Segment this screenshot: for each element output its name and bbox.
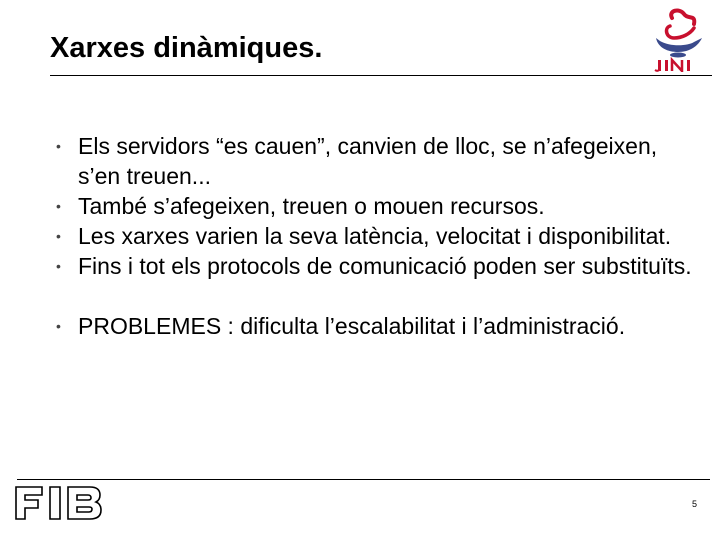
bullet-marker: • [56, 138, 61, 154]
bullet-list [56, 131, 696, 341]
bullet-item [56, 221, 696, 251]
bullet-text: Les xarxes varien la seva latència, velocitat i disponibilitat. [78, 223, 672, 249]
jini-wordmark [655, 60, 690, 71]
bullet-item [56, 251, 696, 281]
bullet-item [56, 131, 696, 191]
bullet-text: PROBLEMES : dificulta l’escalabilitat i l’administració. [78, 313, 626, 339]
footer-divider [17, 479, 710, 480]
bullet-text: També s’afegeixen, treuen o mouen recursos. [78, 193, 545, 219]
bullet-marker: • [56, 318, 61, 334]
jini-logo [650, 8, 706, 72]
bullet-text: Fins i tot els protocols de comunicació poden ser substituïts. [78, 253, 692, 279]
title-divider [50, 75, 712, 76]
fib-outline-letters [16, 487, 101, 519]
page-number: 5 [692, 499, 698, 509]
bullet-item [56, 191, 696, 221]
bullet-item-problems [56, 311, 696, 341]
bullet-marker: • [56, 258, 61, 274]
fib-logo [12, 485, 104, 521]
slide-title: Xarxes dinàmiques. [50, 32, 323, 64]
bullet-marker: • [56, 228, 61, 244]
bullet-text: Els servidors “es cauen”, canvien de lloc, se n’afegeixen, s’en treuen... [78, 133, 658, 189]
bullet-marker: • [56, 198, 61, 214]
jini-genie-icon [656, 11, 702, 58]
